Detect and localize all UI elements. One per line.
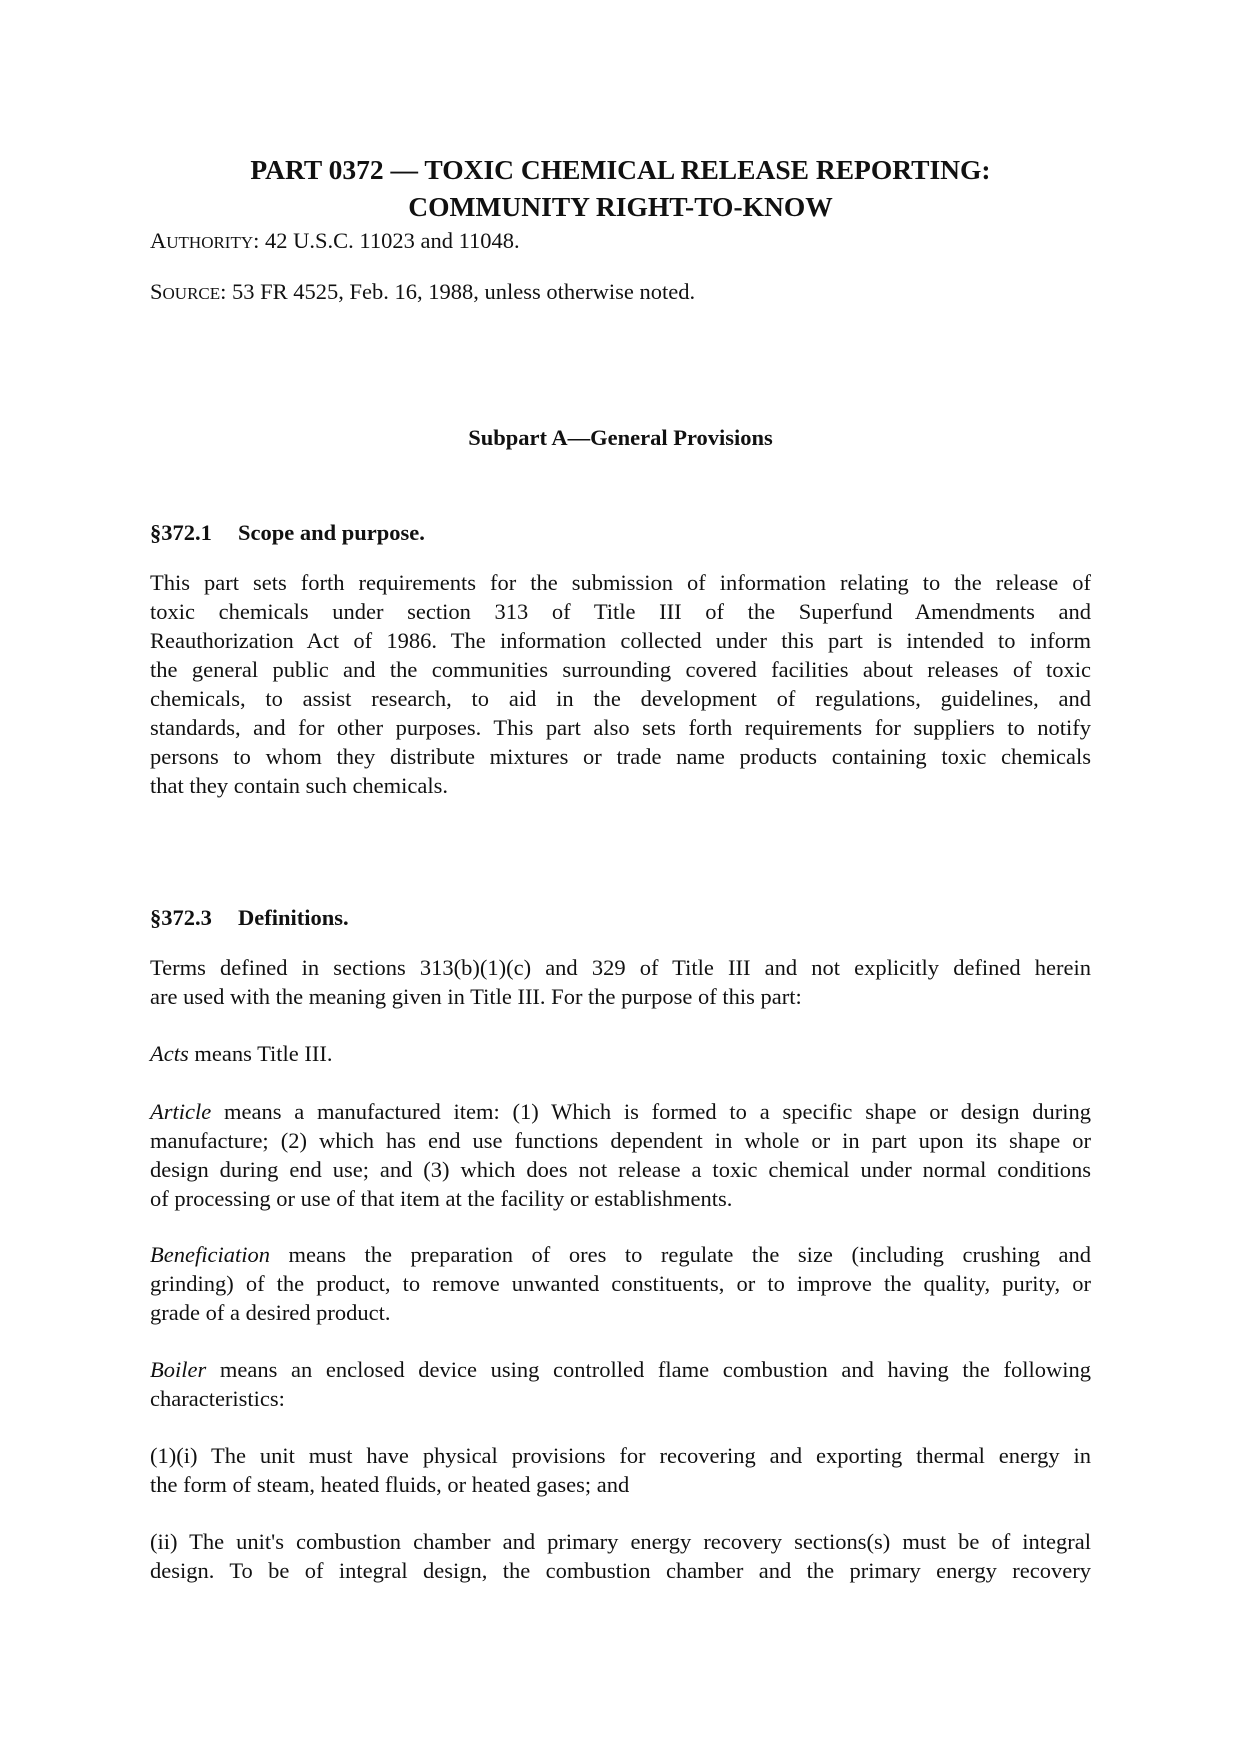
definition-text: means an enclosed device using controlled flame combustion and having the following xyxy=(206,1357,1091,1382)
defined-term: Article xyxy=(150,1099,212,1124)
paragraph-line: This part sets forth requirements for the submission of information relating to the release of xyxy=(150,570,1091,595)
authority-value: : 42 U.S.C. 11023 and 11048. xyxy=(253,228,520,253)
paragraph-line: (ii) The unit's combustion chamber and primary energy recovery sections(s) must be of integral xyxy=(150,1529,1091,1554)
paragraph-line xyxy=(150,1240,1091,1269)
boiler-item-1-i xyxy=(150,1441,1091,1499)
definition-boiler xyxy=(150,1355,1091,1413)
section-372-1-heading xyxy=(150,518,425,547)
paragraph-line: Reauthorization Act of 1986. The information collected under this part is intended to inform xyxy=(150,628,1091,653)
paragraph-line: (1)(i) The unit must have physical provisions for recovering and exporting thermal energy in xyxy=(150,1443,1091,1468)
authority-line xyxy=(150,226,520,257)
part-title-line-2: COMMUNITY RIGHT-TO-KNOW xyxy=(408,191,833,222)
subpart-heading: Subpart A—General Provisions xyxy=(468,425,773,450)
authority-label-rest: UTHORITY xyxy=(166,233,254,252)
paragraph-line: that they contain such chemicals. xyxy=(150,773,449,798)
definition-text: means the preparation of ores to regulate the size (including crushing and xyxy=(269,1242,1091,1267)
paragraph-line: of processing or use of that item at the facility or establishments. xyxy=(150,1186,733,1211)
defined-term: Beneficiation xyxy=(150,1242,270,1267)
section-title: Scope and purpose. xyxy=(238,520,425,545)
paragraph-line: characteristics: xyxy=(150,1386,285,1411)
paragraph-line: design during end use; and (3) which does not release a toxic chemical under normal conditions xyxy=(150,1157,1091,1182)
paragraph-line: the general public and the communities surrounding covered facilities about releases of toxic xyxy=(150,657,1091,682)
paragraph-line: persons to whom they distribute mixtures or trade name products containing toxic chemicals xyxy=(150,744,1091,769)
defined-term: Boiler xyxy=(150,1357,207,1382)
paragraph-line xyxy=(150,1039,1091,1068)
paragraph-line xyxy=(150,1097,1091,1126)
paragraph-line: grade of a desired product. xyxy=(150,1300,391,1325)
scope-paragraph xyxy=(150,568,1091,800)
definition-text: means a manufactured item: (1) Which is formed to a specific shape or design during xyxy=(211,1099,1091,1124)
paragraph-line: manufacture; (2) which has end use functions dependent in whole or in part upon its shape or xyxy=(150,1128,1091,1153)
source-line xyxy=(150,277,695,308)
definition-acts xyxy=(150,1039,1091,1068)
source-label-rest: OURCE xyxy=(162,284,221,303)
paragraph-line: toxic chemicals under section 313 of Title III of the Superfund Amendments and xyxy=(150,599,1091,624)
section-title: Definitions. xyxy=(238,905,349,930)
paragraph-line: standards, and for other purposes. This part also sets forth requirements for suppliers to notify xyxy=(150,715,1091,740)
paragraph-line xyxy=(150,1355,1091,1384)
section-number: §372.3 xyxy=(150,905,212,930)
source-value: : 53 FR 4525, Feb. 16, 1988, unless otherwise noted. xyxy=(220,279,696,304)
defined-term: Acts xyxy=(150,1041,189,1066)
part-title xyxy=(150,151,1091,225)
paragraph-line: design. To be of integral design, the combustion chamber and the primary energy recovery xyxy=(150,1558,1091,1583)
source-label-initial: S xyxy=(150,279,163,304)
section-number: §372.1 xyxy=(150,520,212,545)
section-372-3-heading xyxy=(150,903,349,932)
paragraph-line: grinding) of the product, to remove unwanted constituents, or to improve the quality, purity, or xyxy=(150,1271,1091,1296)
paragraph-line: are used with the meaning given in Title III. For the purpose of this part: xyxy=(150,984,802,1009)
definition-text: means Title III. xyxy=(188,1041,333,1066)
boiler-item-ii xyxy=(150,1527,1091,1585)
paragraph-line: chemicals, to assist research, to aid in the development of regulations, guidelines, and xyxy=(150,686,1091,711)
definitions-intro-paragraph xyxy=(150,953,1091,1011)
definition-beneficiation xyxy=(150,1240,1091,1327)
paragraph-line: Terms defined in sections 313(b)(1)(c) and 329 of Title III and not explicitly defined herein xyxy=(150,955,1091,980)
definition-article xyxy=(150,1097,1091,1213)
authority-label-initial: A xyxy=(150,228,167,253)
paragraph-line: the form of steam, heated fluids, or heated gases; and xyxy=(150,1472,630,1497)
part-title-line-1: PART 0372 — TOXIC CHEMICAL RELEASE REPORTING: xyxy=(250,154,991,185)
